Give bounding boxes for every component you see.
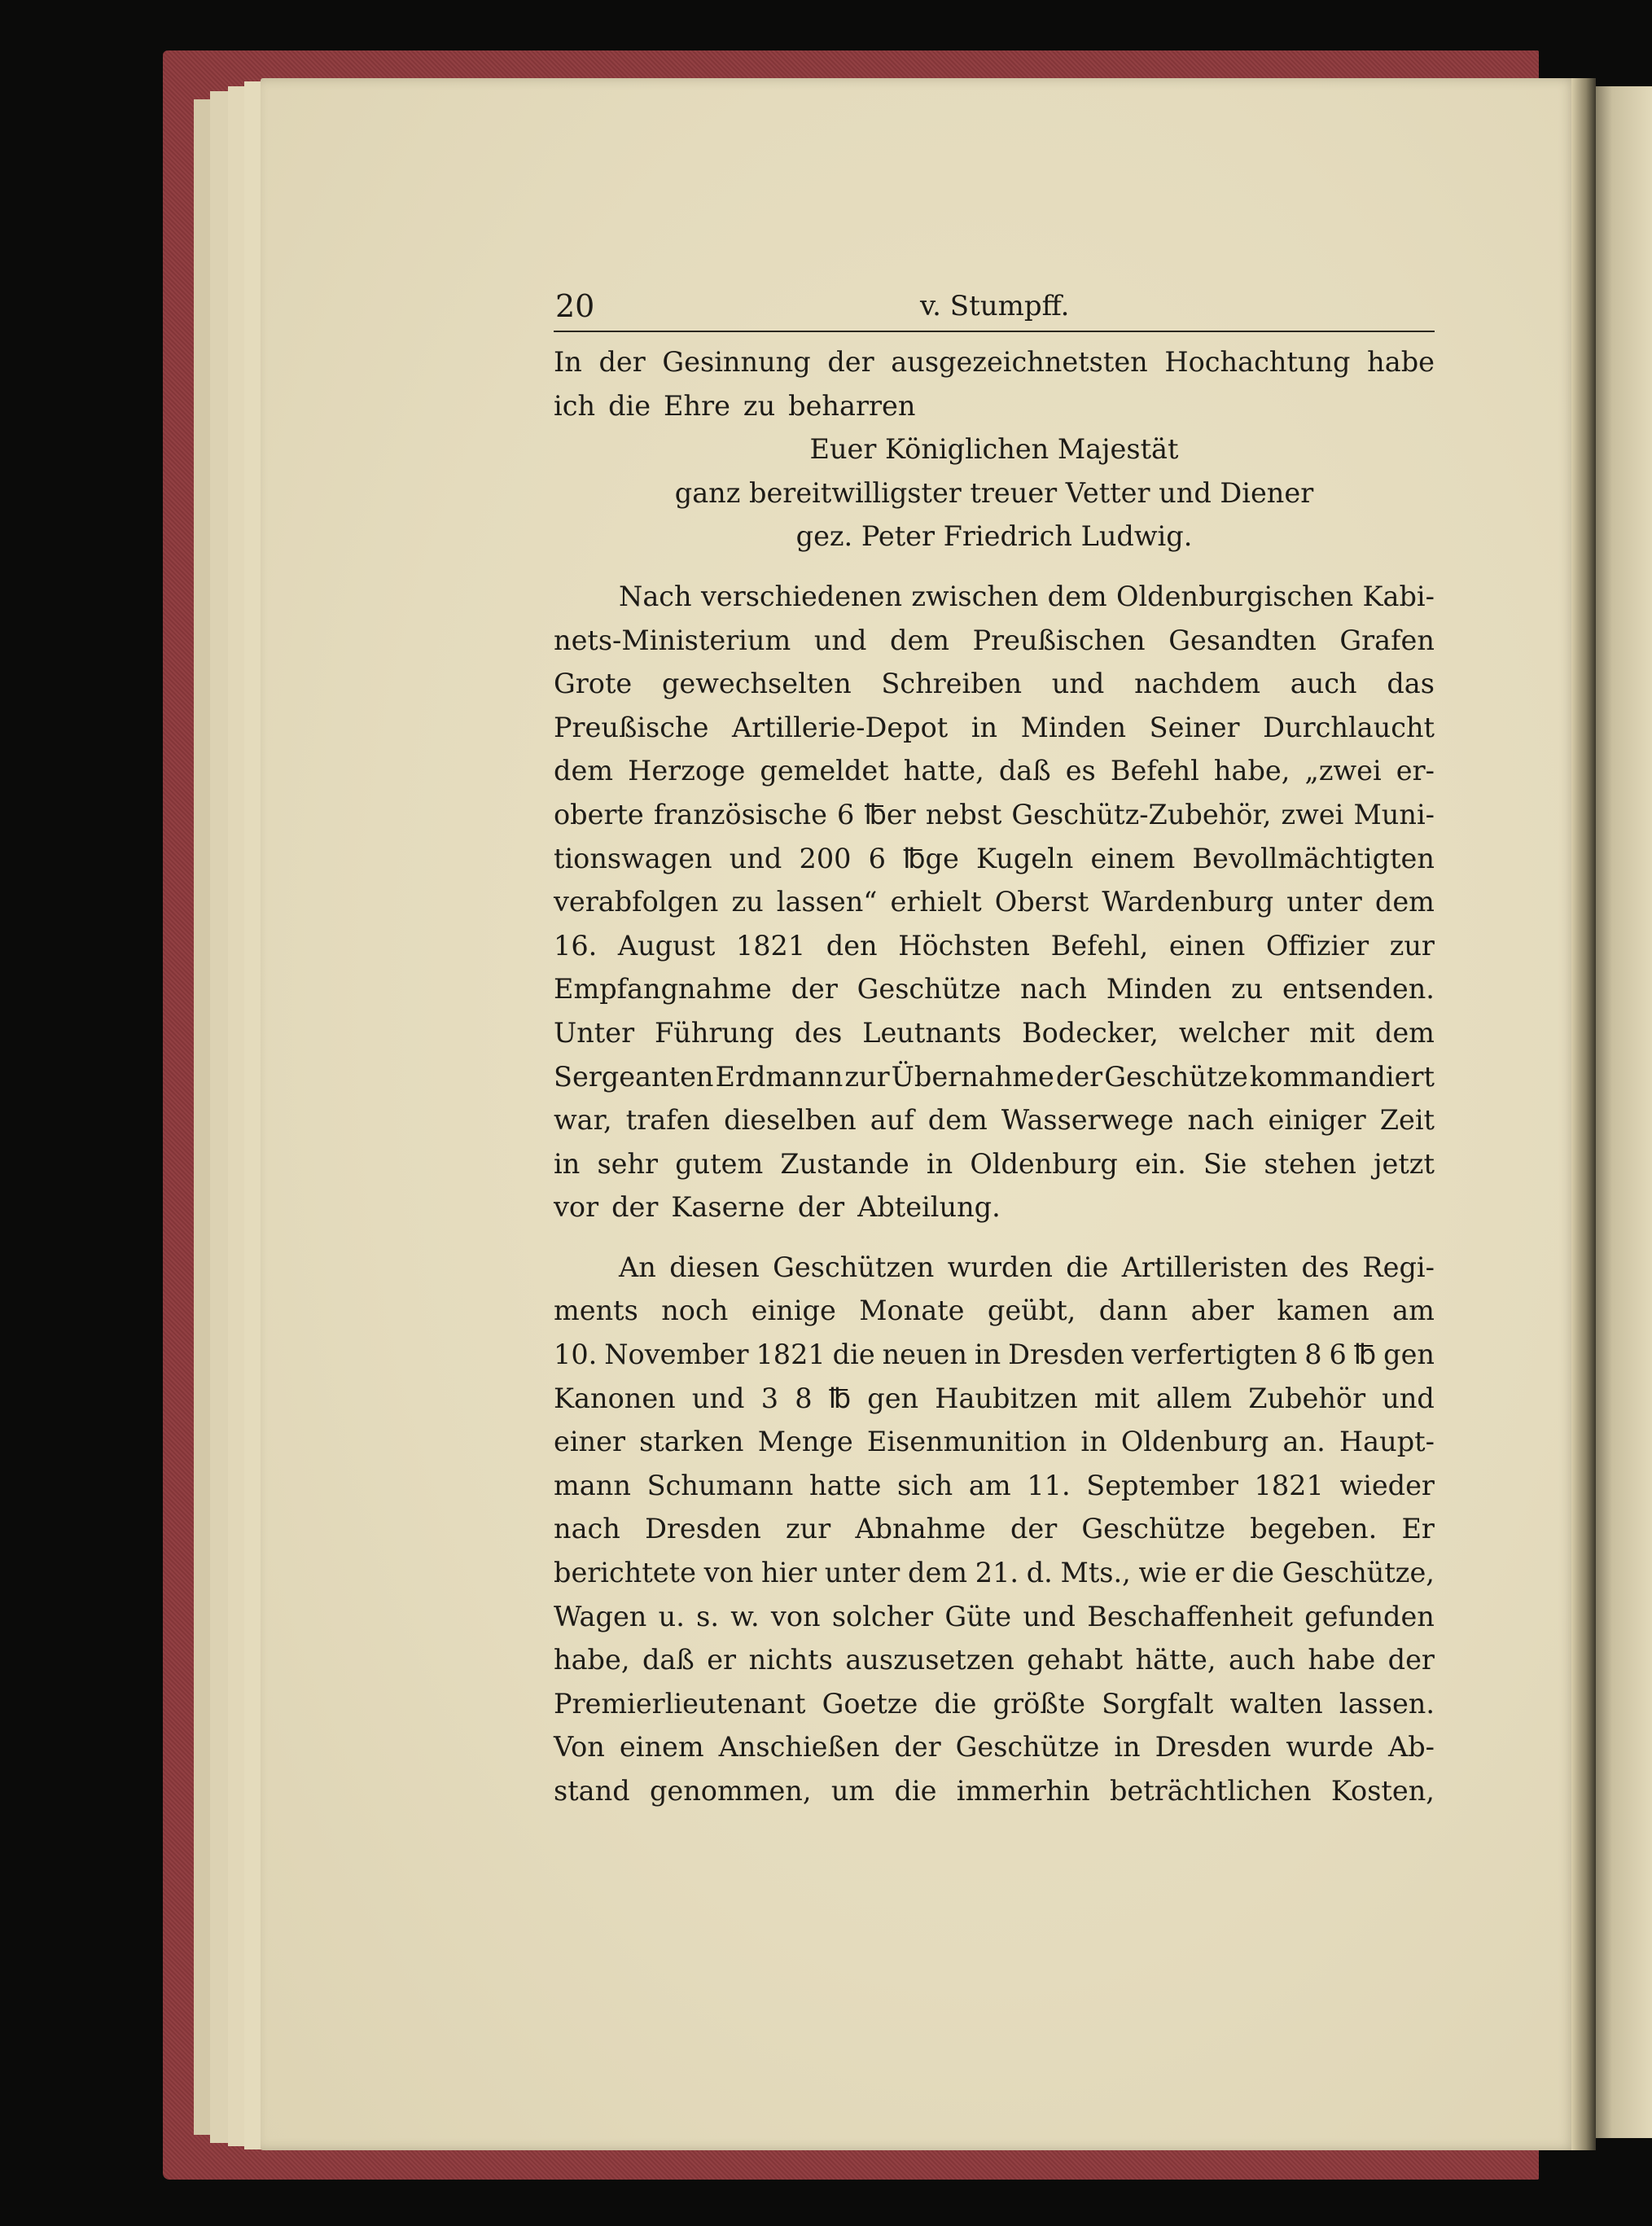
text-line: dem Herzoge gemeldet hatte, daß es Befehl habe, „zwei er- bbox=[554, 755, 1435, 787]
page-header bbox=[554, 282, 1435, 332]
text-line: tionswagen und 200 6 ℔ge Kugeln einem Bevollmächtigten bbox=[554, 842, 1435, 874]
page-number: 20 bbox=[555, 288, 595, 324]
text-line: Empfangnahme der Geschütze nach Minden zu entsenden. bbox=[554, 973, 1435, 1006]
text-line: einer starken Menge Eisenmunition in Oldenburg an. Haupt- bbox=[554, 1426, 1435, 1458]
text-line: nach Dresden zur Abnahme der Geschütze begeben. Er bbox=[554, 1513, 1435, 1545]
text-line: Premierlieutenant Goetze die größte Sorgfalt walten lassen. bbox=[554, 1687, 1435, 1720]
paragraph-2 bbox=[554, 1246, 1435, 1813]
text-line: stand genommen, um die immerhin beträchtlichen Kosten, bbox=[554, 1775, 1435, 1807]
closing-line: In der Gesinnung der ausgezeichnetsten Hochachtung habe bbox=[554, 346, 1435, 378]
signature-line: ganz bereitwilligster treuer Vetter und Diener bbox=[674, 476, 1314, 509]
text-line: in sehr gutem Zustande in Oldenburg ein. Sie stehen jetzt bbox=[554, 1147, 1435, 1180]
text-line: Kanonen und 3 8 ℔ gen Haubitzen mit allem Zubehör und bbox=[554, 1382, 1435, 1414]
text-line: Von einem Anschießen der Geschütze in Dresden wurde Ab- bbox=[554, 1731, 1435, 1764]
text-line: nets-Ministerium und dem Preußischen Gesandten Grafen bbox=[554, 624, 1435, 656]
text-line: verabfolgen zu lassen“ erhielt Oberst Wardenburg unter dem bbox=[554, 886, 1435, 918]
page-body bbox=[554, 332, 1435, 1813]
text-line: oberte französische 6 ℔er nebst Geschütz-Zubehör, zwei Muni- bbox=[554, 798, 1435, 830]
text-line: berichtete von hier unter dem 21. d. Mts., wie er die Geschütze, bbox=[554, 1557, 1435, 1589]
text-line: Wagen u. s. w. von solcher Güte und Beschaffenheit gefunden bbox=[554, 1600, 1435, 1632]
book-gutter bbox=[1571, 78, 1596, 2150]
text-line: ments noch einige Monate geübt, dann aber kamen am bbox=[554, 1295, 1435, 1327]
text-line: mann Schumann hatte sich am 11. September 1821 wieder bbox=[554, 1469, 1435, 1501]
text-block bbox=[554, 282, 1435, 1813]
text-line: Sergeanten Erdmann zur Übernahme der Geschütze kommandiert bbox=[554, 1060, 1435, 1093]
text-line: 16. August 1821 den Höchsten Befehl, einen Offizier zur bbox=[554, 929, 1435, 962]
text-line: Unter Führung des Leutnants Bodecker, welcher mit dem bbox=[554, 1016, 1435, 1049]
paragraph-1 bbox=[554, 575, 1435, 1229]
text-line: Preußische Artillerie-Depot in Minden Seiner Durchlaucht bbox=[554, 711, 1435, 743]
facing-page-edge bbox=[1588, 86, 1652, 2138]
closing-line: ich die Ehre zu beharren bbox=[554, 389, 916, 422]
text-line: 10. November 1821 die neuen in Dresden verfertigten 8 6 ℔ gen bbox=[554, 1339, 1435, 1371]
text-line: vor der Kaserne der Abteilung. bbox=[554, 1191, 1001, 1224]
text-line: Grote gewechselten Schreiben und nachdem auch das bbox=[554, 668, 1435, 700]
running-head: v. Stumpff. bbox=[920, 290, 1070, 322]
text-line: war, trafen dieselben auf dem Wasserwege nach einiger Zeit bbox=[554, 1104, 1435, 1137]
text-line: An diesen Geschützen wurden die Artilleristen des Regi- bbox=[619, 1251, 1435, 1283]
signature-line: gez. Peter Friedrich Ludwig. bbox=[795, 520, 1193, 553]
text-line: Nach verschiedenen zwischen dem Oldenburgischen Kabi- bbox=[619, 580, 1435, 612]
text-line: habe, daß er nichts auszusetzen gehabt hätte, auch habe der bbox=[554, 1644, 1435, 1676]
signature-line: Euer Königlichen Majestät bbox=[809, 433, 1179, 466]
